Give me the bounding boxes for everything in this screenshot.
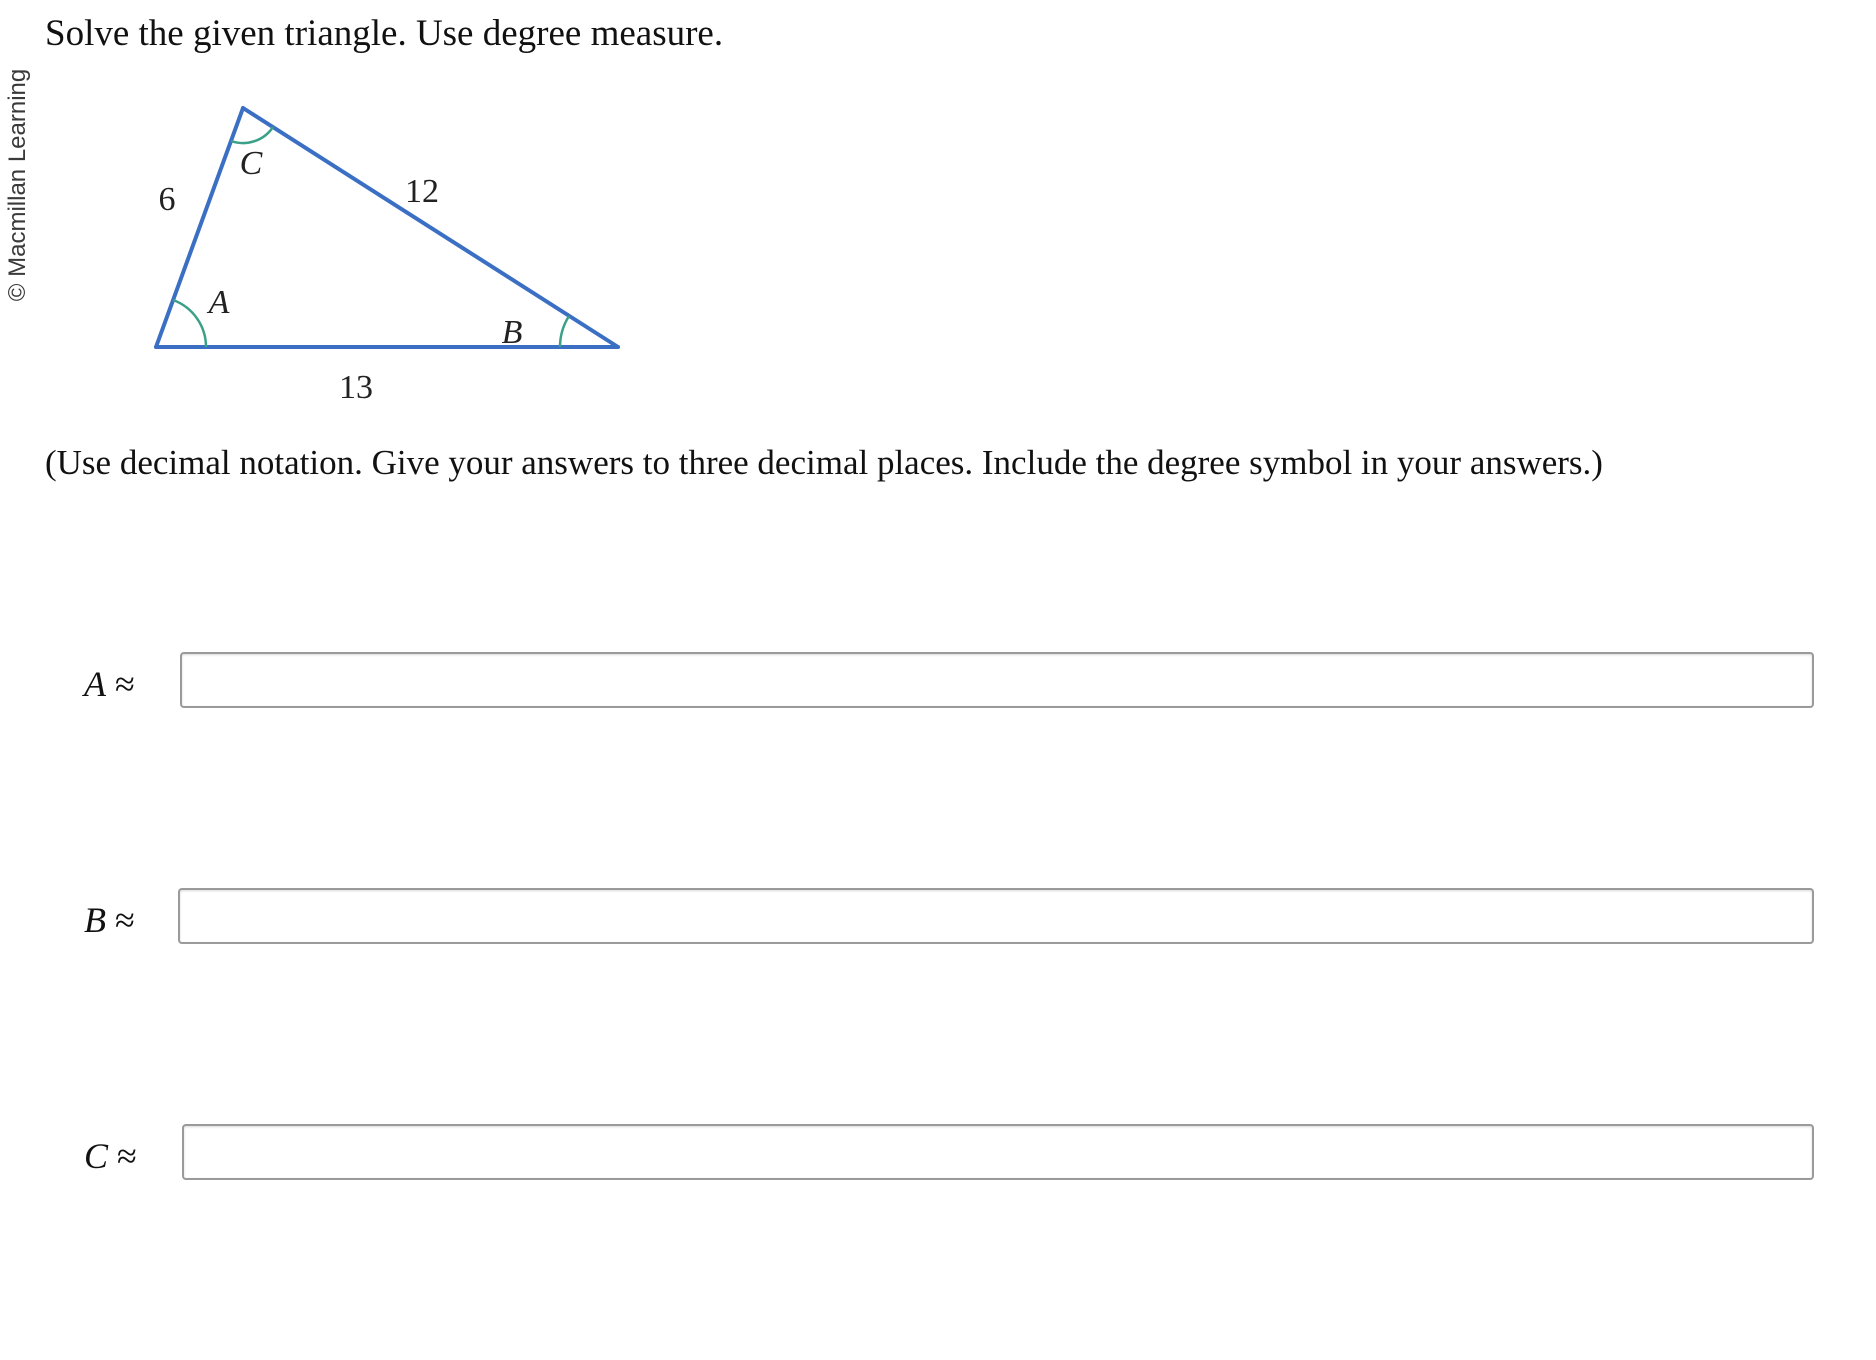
triangle-diagram (130, 90, 650, 410)
answer-label-a (84, 658, 135, 710)
side-label-base: 13 (339, 369, 373, 406)
answer-row-c (0, 1124, 1876, 1188)
triangle-figure (130, 90, 650, 410)
angle-label-a: A (208, 284, 230, 321)
answer-input-a[interactable] (180, 652, 1814, 708)
side-label-hypotenuse: 12 (405, 173, 439, 210)
answer-var-a: A (84, 664, 106, 704)
side-label-left: 6 (158, 181, 176, 218)
answer-row-b (0, 888, 1876, 952)
angle-arc-b (560, 316, 569, 347)
side-ac (156, 108, 243, 347)
answer-input-c[interactable] (182, 1124, 1814, 1180)
instructions-text: (Use decimal notation. Give your answers to three decimal places. Include the degree symbol in your answers.) (45, 443, 1603, 482)
angle-label-b: B (501, 314, 523, 351)
side-cb (243, 108, 618, 347)
answer-label-b (84, 894, 135, 946)
angle-label-c: C (239, 145, 263, 182)
problem-prompt: Solve the given triangle. Use degree measure. (45, 13, 724, 54)
answer-input-b[interactable] (178, 888, 1814, 944)
approx-symbol: ≈ (115, 900, 135, 940)
answer-var-b: B (84, 900, 106, 940)
watermark-text: © Macmillan Learning (4, 68, 31, 302)
answer-label-c (84, 1130, 137, 1182)
copyright-watermark (0, 40, 36, 330)
approx-symbol: ≈ (115, 664, 135, 704)
answer-row-a (0, 652, 1876, 716)
angle-arc-a (173, 300, 206, 347)
approx-symbol: ≈ (117, 1136, 137, 1176)
answer-var-c: C (84, 1136, 109, 1176)
